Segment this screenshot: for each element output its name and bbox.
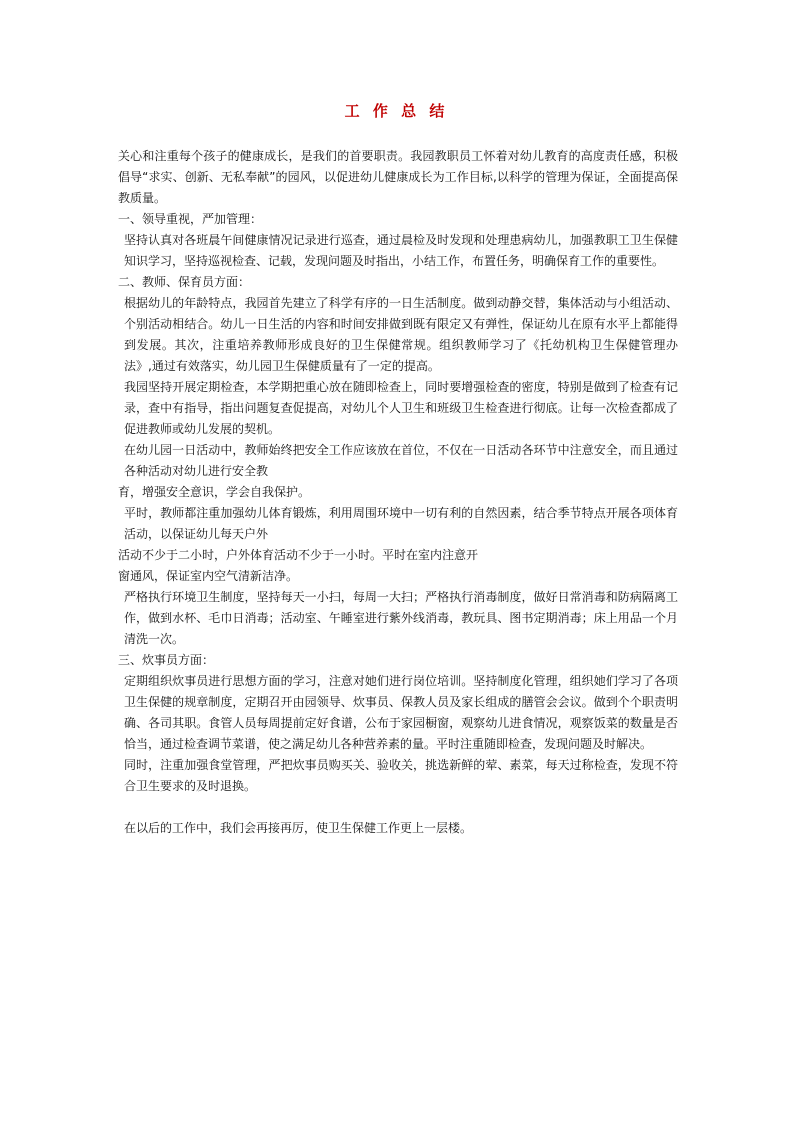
paragraph-hygiene: 严格执行环境卫生制度，坚持每天一小扫，每周一大扫；严格执行消毒制度，做好日常消毒和防病隔离工作，做到水杯、毛巾日消毒；活动室、午睡室进行紫外线消毒，教玩具、图书定期消毒；床上用品一个月清洗一次。	[124, 590, 678, 646]
paragraph-canteen: 同时，注重加强食堂管理，严把炊事员购买关、验收关，挑选新鲜的荤、素菜，每天过称检查，发现不符合卫生要求的及时退换。	[124, 758, 678, 793]
section-heading-1: 一、领导重视，严加管理：	[118, 212, 263, 226]
document-body	[118, 146, 678, 839]
page-title: 工 作 总 结	[344, 102, 449, 120]
paragraph-ventilation: 窗通风，保证室内空气清新洁净。	[118, 569, 299, 583]
paragraph-kitchen-staff: 定期组织炊事员进行思想方面的学习，注意对她们进行岗位培训。坚持制度化管理，组织她们学习了各项卫生保健的规章制度，定期召开由园领导、炊事员、保教人员及家长组成的膳管会会议。做到个个职责明确、各司其职。食管人员每周提前定好食谱，公布于家园橱窗，观察幼儿进食情况，观察饭菜的数量是否恰当，通过检查调节菜谱，使之满足幼儿各种营养素的量。平时注重随即检查，发现问题及时解决。	[124, 674, 678, 751]
paragraph-safety: 在幼儿园一日活动中，教师始终把安全工作应该放在首位，不仅在一日活动各环节中注意安全，而且通过各种活动对幼儿进行安全教	[124, 443, 678, 478]
paragraph-intro: 关心和注重每个孩子的健康成长，是我们的首要职责。我园教职员工怀着对幼儿教育的高度责任感，积极倡导“求实、创新、无私奉献”的园风，以促进幼儿健康成长为工作目标,以科学的管理为保证，全面提高保教质量。	[118, 149, 678, 205]
paragraph-exercise-cont: 活动不少于二小时，户外体育活动不少于一小时。平时在室内注意开	[118, 548, 479, 562]
paragraph-daily-routine: 根据幼儿的年龄特点，我园首先建立了科学有序的一日生活制度。做到动静交替，集体活动与小组活动、个别活动相结合。幼儿一日生活的内容和时间安排做到既有限定又有弹性，保证幼儿在原有水平上都能得到发展。其次，注重培养教师形成良好的卫生保健常规。组织教师学习了《托幼机构卫生保健管理办法》,通过有效落实，幼儿园卫生保健质量有了一定的提高。	[124, 296, 678, 373]
paragraph-inspection: 我园坚持开展定期检查，本学期把重心放在随即检查上，同时要增强检查的密度，特别是做到了检查有记录，查中有指导，指出问题复查促提高，对幼儿个人卫生和班级卫生检查进行彻底。让每一次检查都成了促进教师或幼儿发展的契机。	[124, 380, 678, 436]
paragraph-exercise: 平时，教师都注重加强幼儿体育锻炼，利用周围环境中一切有利的自然因素，结合季节特点开展各项体育活动，以保证幼儿每天户外	[124, 506, 678, 541]
paragraph-closing: 在以后的工作中，我们会再接再厉，使卫生保健工作更上一层楼。	[124, 821, 473, 835]
section-heading-3: 三、炊事员方面：	[118, 653, 215, 667]
section-heading-2: 二、教师、保育员方面：	[118, 275, 251, 289]
paragraph-leadership: 坚持认真对各班晨午间健康情况记录进行巡查，通过晨检及时发现和处理患病幼儿，加强教职工卫生保健知识学习，坚持巡视检查、记载，发现问题及时指出，小结工作，布置任务，明确保育工作的重要性。	[124, 233, 678, 268]
paragraph-spacer	[118, 797, 678, 818]
paragraph-safety-cont: 育，增强安全意识，学会自我保护。	[118, 485, 311, 499]
